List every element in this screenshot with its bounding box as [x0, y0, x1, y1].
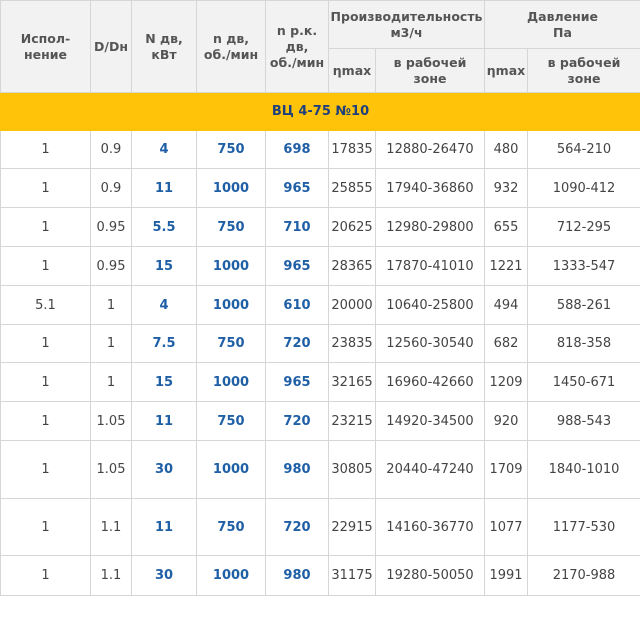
table-row — [1, 499, 640, 556]
cell-d-dh: 1.1 — [91, 499, 132, 556]
cell-d-dh: 0.9 — [91, 131, 132, 169]
cell-productivity-range: 17940-36860 — [376, 169, 485, 208]
cell-motor-rpm: 1000 — [197, 169, 266, 208]
cell-d-dh: 0.95 — [91, 208, 132, 247]
cell-pressure-max: 682 — [485, 325, 528, 363]
cell-productivity-range: 17870-41010 — [376, 247, 485, 286]
cell-wheel-rpm: 965 — [266, 169, 329, 208]
cell-pressure-max: 1077 — [485, 499, 528, 556]
cell-productivity-max: 28365 — [329, 247, 376, 286]
cell-motor-rpm: 1000 — [197, 286, 266, 325]
table-row — [1, 441, 640, 499]
cell-productivity-range: 16960-42660 — [376, 363, 485, 402]
col-wheel-rpm-header: n р.к. дв, об./мин — [266, 1, 329, 93]
cell-pressure-range: 712-295 — [528, 208, 640, 247]
cell-power: 30 — [132, 556, 197, 596]
cell-ispolnenie: 1 — [1, 169, 91, 208]
cell-productivity-range: 20440-47240 — [376, 441, 485, 499]
cell-motor-rpm: 750 — [197, 131, 266, 169]
pressure-eta-max-header: ηmax — [485, 49, 528, 93]
cell-productivity-max: 32165 — [329, 363, 376, 402]
cell-ispolnenie: 1 — [1, 556, 91, 596]
table-row — [1, 169, 640, 208]
productivity-eta-max-header: ηmax — [329, 49, 376, 93]
cell-d-dh: 1 — [91, 363, 132, 402]
table-row — [1, 131, 640, 169]
cell-motor-rpm: 750 — [197, 499, 266, 556]
cell-pressure-max: 1991 — [485, 556, 528, 596]
cell-motor-rpm: 750 — [197, 325, 266, 363]
cell-productivity-max: 30805 — [329, 441, 376, 499]
cell-productivity-range: 10640-25800 — [376, 286, 485, 325]
cell-pressure-range: 588-261 — [528, 286, 640, 325]
cell-wheel-rpm: 965 — [266, 363, 329, 402]
cell-pressure-max: 480 — [485, 131, 528, 169]
cell-power: 15 — [132, 363, 197, 402]
cell-ispolnenie: 1 — [1, 499, 91, 556]
table-row — [1, 556, 640, 596]
cell-motor-rpm: 750 — [197, 402, 266, 441]
col-d-dh-header: D/Dн — [91, 1, 132, 93]
cell-pressure-range: 988-543 — [528, 402, 640, 441]
cell-pressure-range: 564-210 — [528, 131, 640, 169]
pressure-working-zone-header: в рабочей зоне — [528, 49, 640, 93]
cell-productivity-max: 23835 — [329, 325, 376, 363]
cell-productivity-range: 12560-30540 — [376, 325, 485, 363]
cell-pressure-range: 1177-530 — [528, 499, 640, 556]
cell-power: 15 — [132, 247, 197, 286]
cell-wheel-rpm: 720 — [266, 402, 329, 441]
cell-d-dh: 1.05 — [91, 441, 132, 499]
cell-wheel-rpm: 980 — [266, 441, 329, 499]
cell-d-dh: 1.1 — [91, 556, 132, 596]
section-title: ВЦ 4-75 №10 — [1, 93, 640, 131]
cell-ispolnenie: 1 — [1, 441, 91, 499]
cell-power: 7.5 — [132, 325, 197, 363]
cell-productivity-range: 12880-26470 — [376, 131, 485, 169]
cell-power: 11 — [132, 402, 197, 441]
col-ispolnenie-header: Испол- нение — [1, 1, 91, 93]
cell-ispolnenie: 1 — [1, 131, 91, 169]
cell-d-dh: 1.05 — [91, 402, 132, 441]
cell-wheel-rpm: 720 — [266, 325, 329, 363]
cell-wheel-rpm: 965 — [266, 247, 329, 286]
cell-pressure-range: 1090-412 — [528, 169, 640, 208]
cell-pressure-range: 2170-988 — [528, 556, 640, 596]
cell-productivity-max: 23215 — [329, 402, 376, 441]
cell-productivity-max: 20625 — [329, 208, 376, 247]
cell-power: 11 — [132, 169, 197, 208]
cell-motor-rpm: 1000 — [197, 441, 266, 499]
cell-wheel-rpm: 698 — [266, 131, 329, 169]
cell-productivity-max: 17835 — [329, 131, 376, 169]
cell-pressure-max: 655 — [485, 208, 528, 247]
cell-ispolnenie: 1 — [1, 363, 91, 402]
cell-pressure-range: 1333-547 — [528, 247, 640, 286]
cell-ispolnenie: 1 — [1, 325, 91, 363]
table-row — [1, 325, 640, 363]
productivity-working-zone-header: в рабочей зоне — [376, 49, 485, 93]
cell-power: 11 — [132, 499, 197, 556]
cell-productivity-range: 12980-29800 — [376, 208, 485, 247]
cell-pressure-max: 932 — [485, 169, 528, 208]
cell-pressure-max: 494 — [485, 286, 528, 325]
cell-productivity-max: 25855 — [329, 169, 376, 208]
cell-ispolnenie: 5.1 — [1, 286, 91, 325]
cell-productivity-range: 14160-36770 — [376, 499, 485, 556]
table-row — [1, 363, 640, 402]
cell-wheel-rpm: 720 — [266, 499, 329, 556]
cell-productivity-max: 20000 — [329, 286, 376, 325]
cell-power: 4 — [132, 131, 197, 169]
cell-power: 5.5 — [132, 208, 197, 247]
cell-motor-rpm: 1000 — [197, 556, 266, 596]
cell-d-dh: 1 — [91, 325, 132, 363]
cell-pressure-range: 1840-1010 — [528, 441, 640, 499]
cell-productivity-max: 22915 — [329, 499, 376, 556]
cell-d-dh: 0.9 — [91, 169, 132, 208]
cell-pressure-max: 1709 — [485, 441, 528, 499]
col-pressure-header: Давление Па — [485, 1, 640, 49]
cell-d-dh: 1 — [91, 286, 132, 325]
cell-motor-rpm: 1000 — [197, 363, 266, 402]
cell-power: 4 — [132, 286, 197, 325]
col-productivity-header: Производительность м3/ч — [329, 1, 485, 49]
cell-wheel-rpm: 710 — [266, 208, 329, 247]
cell-motor-rpm: 1000 — [197, 247, 266, 286]
table-row — [1, 247, 640, 286]
cell-ispolnenie: 1 — [1, 247, 91, 286]
cell-motor-rpm: 750 — [197, 208, 266, 247]
table-row — [1, 286, 640, 325]
col-power-header: N дв, кВт — [132, 1, 197, 93]
cell-pressure-max: 1221 — [485, 247, 528, 286]
cell-ispolnenie: 1 — [1, 208, 91, 247]
cell-productivity-range: 19280-50050 — [376, 556, 485, 596]
cell-wheel-rpm: 610 — [266, 286, 329, 325]
cell-productivity-range: 14920-34500 — [376, 402, 485, 441]
cell-ispolnenie: 1 — [1, 402, 91, 441]
cell-wheel-rpm: 980 — [266, 556, 329, 596]
cell-d-dh: 0.95 — [91, 247, 132, 286]
cell-productivity-max: 31175 — [329, 556, 376, 596]
table-row — [1, 402, 640, 441]
cell-pressure-range: 1450-671 — [528, 363, 640, 402]
table-row — [1, 208, 640, 247]
cell-pressure-max: 920 — [485, 402, 528, 441]
cell-pressure-range: 818-358 — [528, 325, 640, 363]
cell-power: 30 — [132, 441, 197, 499]
cell-pressure-max: 1209 — [485, 363, 528, 402]
col-motor-rpm-header: n дв, об./мин — [197, 1, 266, 93]
